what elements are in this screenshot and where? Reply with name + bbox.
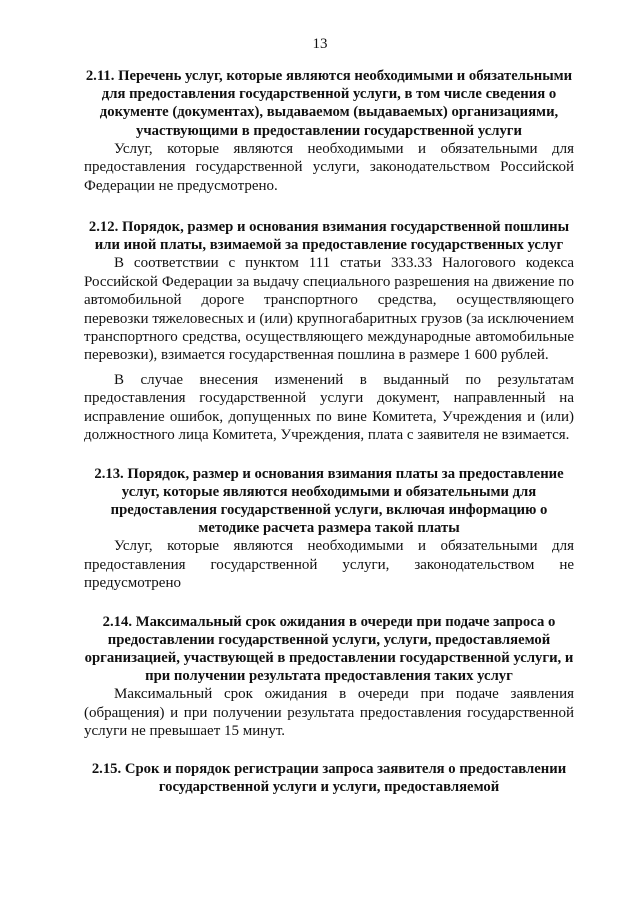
section-heading: 2.11. Перечень услуг, которые являются необходимыми и обязательными для предоставления государственной услуги, в том числе сведения о документе (документах), выдаваемом (выдаваемых) организациями, участвующими в предоставлении государственной услуги — [85, 68, 573, 139]
section-heading: 2.13. Порядок, размер и основания взимания платы за предоставление услуг, которые являются необходимыми и обязательными для предоставления государственной услуги, включая информацию о методике расчета размера такой платы — [94, 465, 564, 537]
paragraph: В соответствии с пунктом 111 статьи 333.33 Налогового кодекса Российской Федерации за выдачу специального разрешения на движение по автомобильной дороге транспортного средства, осуществляющего перевозки тяжеловесных и (или) крупногабаритных грузов (за исключением транспортного средства, осуществляющего международные автомобильные перевозки), взимается государственная пошлина в размере 1 600 рублей. — [84, 255, 574, 364]
page-number: 13 — [312, 36, 328, 52]
section-heading: 2.15. Срок и порядок регистрации запроса заявителя о предоставлении государственной услуги и услуги, предоставляемой — [91, 760, 567, 795]
section-2-14 — [84, 613, 574, 741]
paragraph: Максимальный срок ожидания в очереди при подаче заявления (обращения) и при получении результата предоставления государственной услуги не превышает 15 минут. — [84, 686, 574, 740]
paragraph: В случае внесения изменений в выданный по результатам предоставления государственной услуги документ, направленный на исправление ошибок, допущенных по вине Комитета, Учреждения и (или) должностного лица Комитета, Учреждения, плата с заявителя не взимается. — [84, 371, 574, 444]
paragraph: Услуг, которые являются необходимыми и обязательными для предоставления государственной услуги, законодательством не предусмотрено — [84, 538, 574, 592]
section-2-12 — [84, 218, 574, 444]
section-2-13 — [84, 465, 574, 593]
section-heading: 2.14. Максимальный срок ожидания в очереди при подаче запроса о предоставлении государственной услуги, услуги, предоставляемой организацией, участвующей в предоставлении государственной услуги, и при получении результата предоставления таких услуг — [84, 613, 574, 685]
section-2-15 — [84, 760, 574, 796]
section-2-11 — [84, 67, 574, 195]
paragraph: Услуг, которые являются необходимыми и обязательными для предоставления государственной услуги, законодательством Российской Федерации не предусмотрено. — [84, 140, 574, 194]
section-heading: 2.12. Порядок, размер и основания взимания государственной пошлины или иной платы, взимаемой за предоставление государственных услуг — [88, 219, 570, 254]
page-content — [84, 67, 574, 796]
